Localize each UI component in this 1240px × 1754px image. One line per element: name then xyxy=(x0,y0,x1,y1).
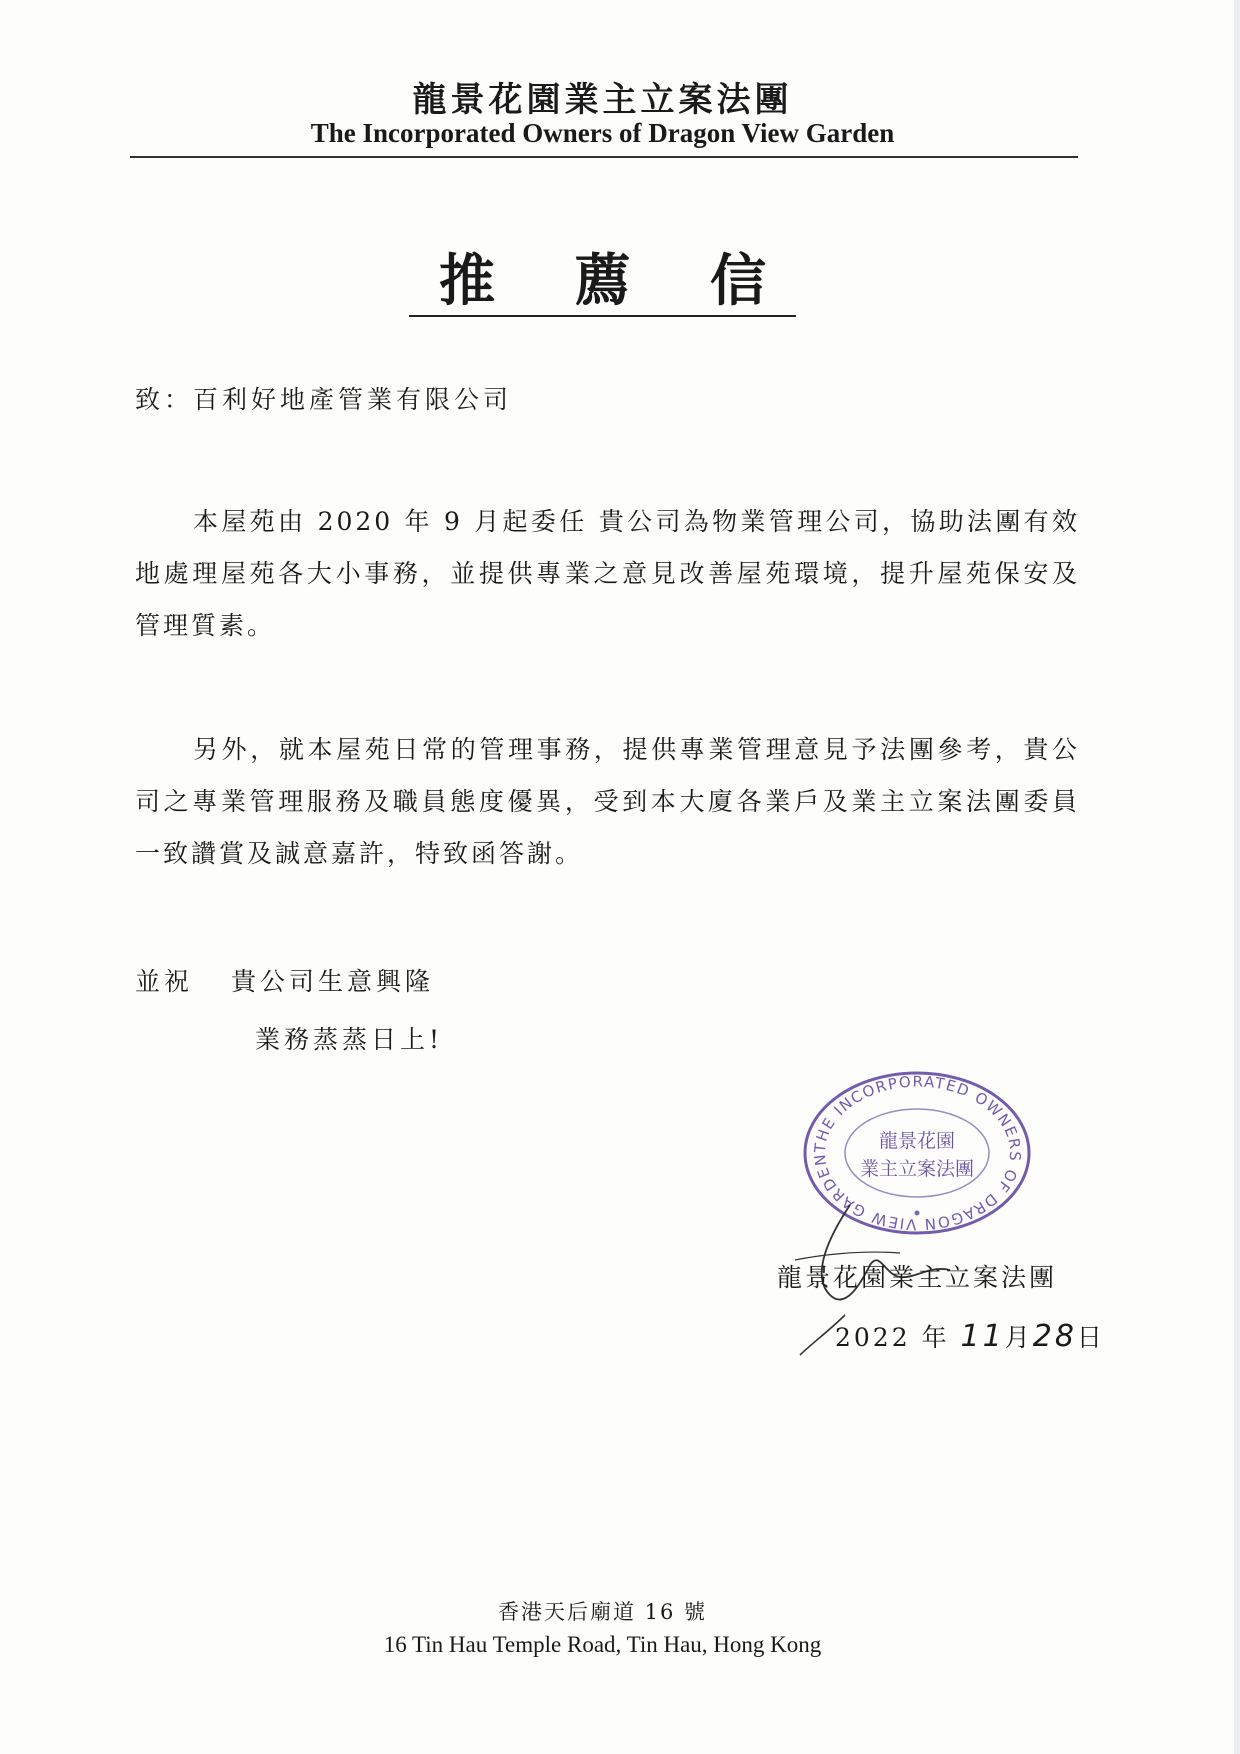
closing-text: 貴公司生意興隆 xyxy=(231,967,435,996)
body-paragraph-1: 本屋苑由 2020 年 9 月起委任 貴公司為物業管理公司，協助法團有效地處理屋苑各大小事務，並提供專業之意見改善屋苑環境，提升屋苑保安及管理質素。 xyxy=(135,507,1080,640)
letterhead-org-zh: 龍景花園業主立案法團 xyxy=(412,80,793,120)
letter-title-wrap xyxy=(0,248,1205,317)
footer-address-zh: 香港天后廟道 16 號 xyxy=(497,1600,708,1624)
footer-address-en: 16 Tin Hau Temple Road, Tin Hau, Hong Kong xyxy=(383,1632,822,1657)
signature-date xyxy=(835,1318,1105,1354)
stamp-inner-line-2: 業主立案法團 xyxy=(859,1158,975,1180)
body-paragraph-2: 另外，就本屋苑日常的管理事務，提供專業管理意見予法團參考，貴公司之專業管理服務及職員態度優異，受到本大廈各業戶及業主立案法團委員一致讚賞及誠意嘉許，特致函答謝。 xyxy=(135,735,1080,868)
stamp-outer-text: THE INCORPORATED OWNERS OF DRAGON VIEW GARDEN xyxy=(810,1072,1025,1234)
closing-prefix: 並祝 xyxy=(135,967,194,996)
recipient-line: 致：百利好地產管業有限公司 xyxy=(135,385,513,414)
stamp-inner-line-1: 龍景花園 xyxy=(878,1130,956,1152)
closing-line-2: 業務蒸蒸日上! xyxy=(255,1025,444,1054)
signatory-org: 龍景花園業主立案法團 xyxy=(777,1263,1058,1292)
date-day-unit: 日 xyxy=(1076,1323,1105,1352)
date-month-unit: 月 xyxy=(1004,1323,1033,1352)
date-month: 11 xyxy=(960,1319,1005,1354)
date-day: 28 xyxy=(1032,1319,1077,1354)
letterhead-rule xyxy=(130,156,1078,158)
letter-title: 推 薦 信 xyxy=(409,248,796,317)
scan-edge xyxy=(1234,0,1240,1754)
date-year: 2022 年 xyxy=(835,1323,950,1352)
closing-line-1 xyxy=(135,962,434,998)
letterhead-org-en: The Incorporated Owners of Dragon View Garden xyxy=(310,118,895,148)
